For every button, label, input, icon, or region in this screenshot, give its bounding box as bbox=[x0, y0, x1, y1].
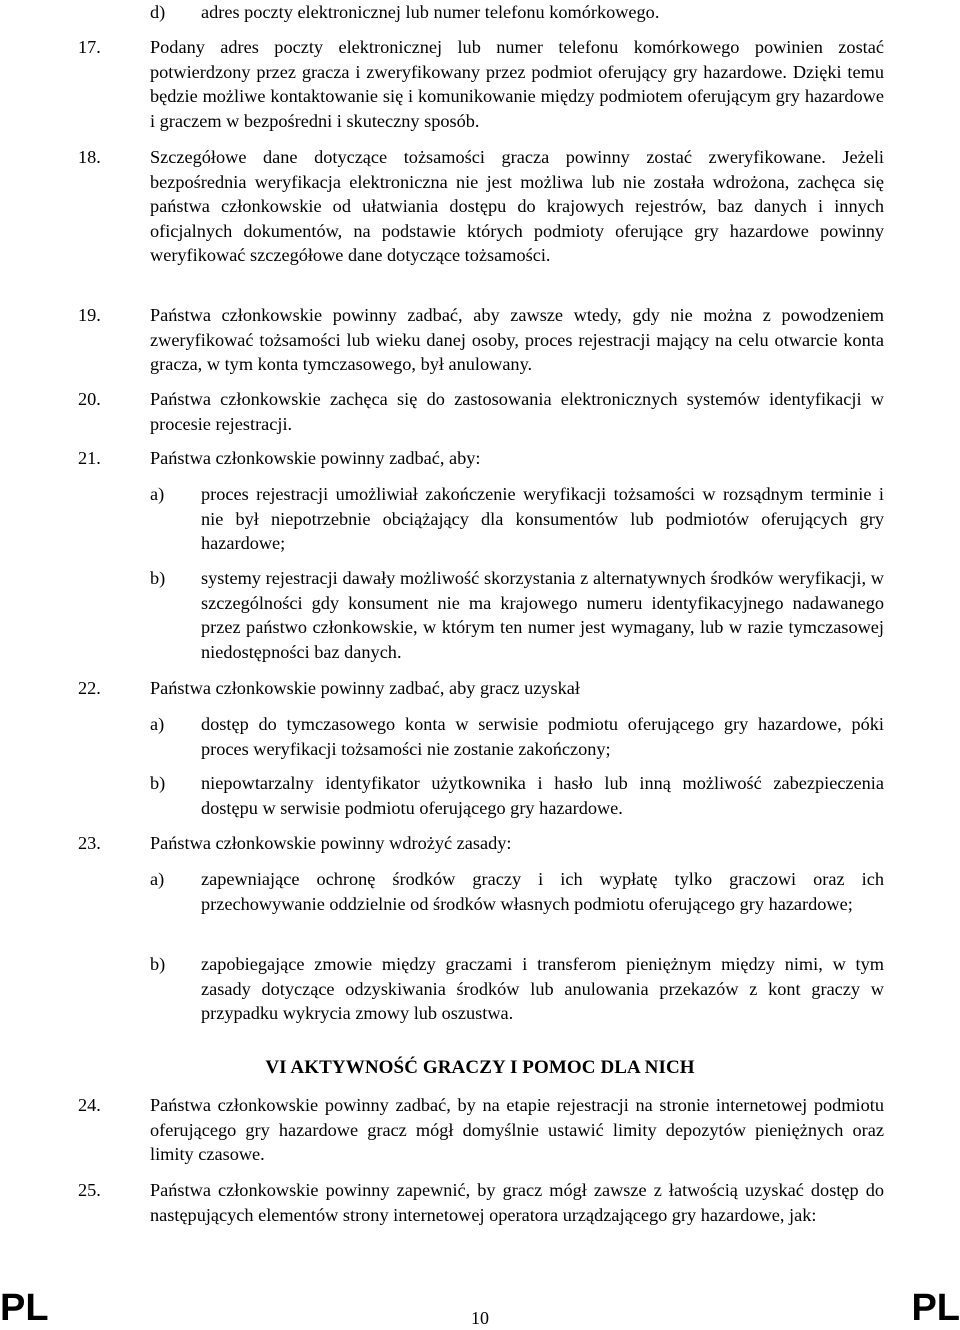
list-letter: d) bbox=[150, 2, 166, 22]
list-item-23b bbox=[150, 952, 884, 1026]
list-text: zapobiegające zmowie między graczami i transferom pieniężnym między nimi, w tym zasady dotyczące odzyskiwania środków lub anulowania przekazów z kont graczy w przypadku wykrycia zmowy lub oszustwa. bbox=[201, 954, 884, 1024]
list-text: niepowtarzalny identyfikator użytkownika i hasło lub inną możliwość zabezpieczenia dostępu w serwisie podmiotu oferującego gry hazardowe. bbox=[201, 773, 884, 818]
paragraph-number: 24. bbox=[78, 1095, 101, 1115]
paragraph-22 bbox=[78, 676, 884, 701]
footer-language-right: PL bbox=[911, 1287, 960, 1329]
paragraph-text: Państwa członkowskie zachęca się do zastosowania elektronicznych systemów identyfikacji w procesie rejestracji. bbox=[150, 389, 884, 434]
paragraph-number: 25. bbox=[78, 1180, 101, 1200]
list-text: systemy rejestracji dawały możliwość skorzystania z alternatywnych środków weryfikacji, w szczególności gdy konsument nie ma krajowego numeru identyfikacyjnego nadawanego przez państwo członkowskie, w którym ten numer jest wymagany, lub w razie tymczasowej niedostępności baz danych. bbox=[201, 568, 884, 662]
paragraph-text: Szczegółowe dane dotyczące tożsamości gracza powinny zostać zweryfikowane. Jeżeli bezpośrednia weryfikacja elektroniczna nie jest możliwa lub nie została wdrożona, zachęca się państwa członkowskie od ułatwiania dostępu do krajowych rejestrów, baz danych i innych oficjalnych dokumentów, na podstawie których podmioty oferujące gry hazardowe powinny weryfikować szczegółowe dane dotyczące tożsamości. bbox=[150, 147, 884, 266]
list-text: dostęp do tymczasowego konta w serwisie podmiotu oferującego gry hazardowe, póki proces weryfikacji tożsamości nie zostanie zakończony; bbox=[201, 714, 884, 759]
list-item-22b bbox=[150, 771, 884, 820]
paragraph-20 bbox=[78, 387, 884, 436]
list-item-21b bbox=[150, 566, 884, 664]
paragraph-number: 18. bbox=[78, 147, 101, 167]
paragraph-21 bbox=[78, 446, 884, 471]
list-item-23a bbox=[150, 867, 884, 916]
paragraph-17 bbox=[78, 35, 884, 133]
list-letter: b) bbox=[150, 568, 166, 588]
paragraph-text: Państwa członkowskie powinny zadbać, aby zawsze wtedy, gdy nie można z powodzeniem zweryfikować tożsamości lub wieku danej osoby, proces rejestracji mający na celu otwarcie konta gracza, w tym konta tymczasowego, był anulowany. bbox=[150, 305, 884, 375]
list-letter: a) bbox=[150, 484, 165, 504]
paragraph-text: Państwa członkowskie powinny zadbać, aby: bbox=[150, 448, 481, 468]
footer-language-left: PL bbox=[0, 1287, 49, 1329]
paragraph-text: Państwa członkowskie powinny zadbać, aby gracz uzyskał bbox=[150, 678, 580, 698]
list-item-22a bbox=[150, 712, 884, 761]
page-number: 10 bbox=[471, 1308, 489, 1328]
paragraph-23 bbox=[78, 831, 884, 856]
paragraph-number: 23. bbox=[78, 833, 101, 853]
paragraph-text: Państwa członkowskie powinny zadbać, by na etapie rejestracji na stronie internetowej podmiotu oferującego gry hazardowe gracz mógł domyślnie ustawić limity depozytów pieniężnych oraz limity czasowe. bbox=[150, 1095, 884, 1165]
paragraph-19 bbox=[78, 303, 884, 377]
paragraph-text: Państwa członkowskie powinny wdrożyć zasady: bbox=[150, 833, 512, 853]
section-heading: VI AKTYWNOŚĆ GRACZY I POMOC DLA NICH bbox=[265, 1057, 695, 1078]
paragraph-25 bbox=[78, 1178, 884, 1227]
paragraph-18 bbox=[78, 145, 884, 268]
list-item-21a bbox=[150, 482, 884, 556]
paragraph-number: 19. bbox=[78, 305, 101, 325]
paragraph-number: 17. bbox=[78, 37, 101, 57]
paragraph-text: Państwa członkowskie powinny zapewnić, by gracz mógł zawsze z łatwością uzyskać dostęp do następujących elementów strony internetowej operatora urządzającego gry hazardowe, jak: bbox=[150, 1180, 884, 1225]
paragraph-number: 20. bbox=[78, 389, 101, 409]
paragraph-number: 21. bbox=[78, 448, 101, 468]
list-letter: b) bbox=[150, 773, 166, 793]
list-text: proces rejestracji umożliwiał zakończenie weryfikacji tożsamości w rozsądnym terminie i nie był niepotrzebnie obciążający dla konsumentów lub podmiotów oferujących gry hazardowe; bbox=[201, 484, 884, 554]
paragraph-24 bbox=[78, 1093, 884, 1167]
list-item-d bbox=[150, 0, 884, 25]
list-text: adres poczty elektronicznej lub numer telefonu komórkowego. bbox=[201, 2, 660, 22]
paragraph-text: Podany adres poczty elektronicznej lub numer telefonu komórkowego powinien zostać potwierdzony przez gracza i zweryfikowany przez podmiot oferujący gry hazardowe. Dzięki temu będzie możliwe kontaktowanie się i komunikowanie między podmiotem oferującym gry hazardowe i graczem w bezpośredni i skuteczny sposób. bbox=[150, 37, 884, 131]
list-letter: a) bbox=[150, 714, 165, 734]
list-letter: a) bbox=[150, 869, 165, 889]
list-text: zapewniające ochronę środków graczy i ich wypłatę tylko graczowi oraz ich przechowywanie oddzielnie od środków własnych podmiotu oferującego gry hazardowe; bbox=[201, 869, 884, 914]
list-letter: b) bbox=[150, 954, 166, 974]
paragraph-number: 22. bbox=[78, 678, 101, 698]
